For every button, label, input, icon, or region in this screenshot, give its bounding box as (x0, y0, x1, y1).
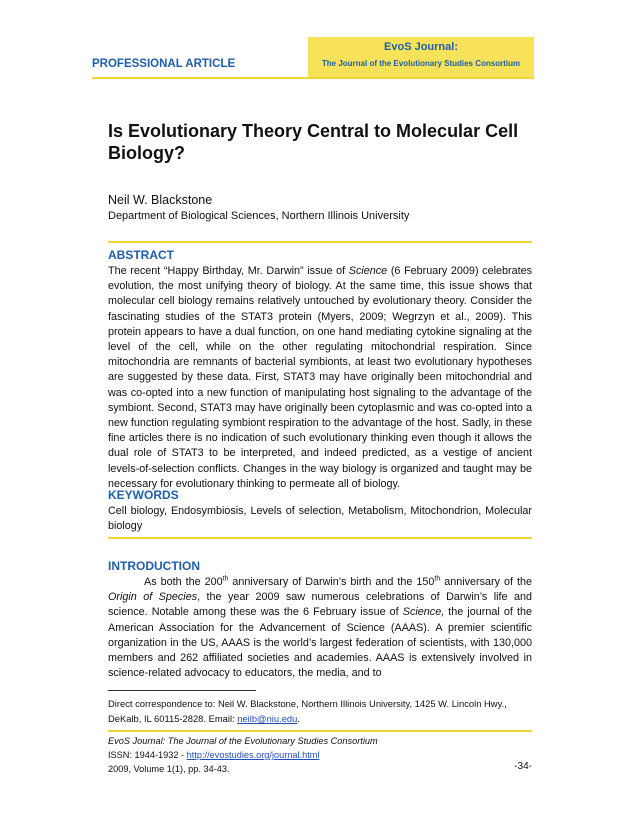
article-type-label: PROFESSIONAL ARTICLE (92, 58, 236, 70)
abstract-text-start: The recent “Happy Birthday, Mr. Darwin” issue of (108, 265, 349, 277)
keywords-bottom-rule (108, 537, 532, 539)
footnote-end: . (297, 713, 300, 724)
intro-text-2: anniversary of Darwin’s birth and the 150 (228, 576, 435, 588)
abstract-top-rule (108, 241, 532, 243)
email-link[interactable]: neilb@niu.edu (237, 713, 298, 724)
keywords-text: Cell biology, Endosymbiosis, Levels of selection, Metabolism, Mitochondrion, Molecular biology (108, 505, 532, 533)
abstract-heading: ABSTRACT (108, 248, 174, 262)
footer-journal: EvoS Journal: The Journal of the Evolutionary Studies Consortium (108, 736, 378, 746)
page-number: -34- (514, 761, 532, 772)
abstract-text-rest: (6 February 2009) celebrates evolution, the most unifying theory of biology. At the same time, this issue shows that molecular cell biology remains relatively untouched by evolutionary theory. Consider the fascinating studies of the STAT3 protein (Myers, 2009; Wegrzyn et al., 2009). This protein appears to have a dual function, on one hand mediating cytokine signaling at the level of the cell, while on the other regulating mitochondrial respiration. Since mitochondria are remnants of bacterial symbionts, at least two evolutionary hypotheses are suggested by these data. First, STAT3 may have originally been mitochondrial and was co-opted into a new function of manipulating host signaling to the advantage of the symbiont. Second, STAT3 may have originally been cytoplasmic and was co-opted into a new function regulating symbiont respiration to the advantage of the host. Sadly, in these fine articles there is no indication of such evolutionary thinking even though it allows the dual role of STAT3 to be interpreted, and indeed predicted, as a vestige of ancient levels-of-selection conflicts. Changes in the way biology is organized and taught may be necessary for evolutionary thinking to permeate all of biology. (108, 265, 532, 490)
intro-sup-1: th (222, 575, 229, 583)
intro-book-title: Origin of Species (108, 591, 198, 604)
intro-journal-name: Science, (402, 606, 445, 619)
intro-text-1: As both the 200 (144, 576, 223, 588)
journal-banner-subtitle: The Journal of the Evolutionary Studies Consortium (321, 59, 521, 68)
journal-url-link[interactable]: http://evostudies.org/journal.html (186, 750, 320, 760)
author-affiliation: Department of Biological Sciences, Northern Illinois University (108, 210, 410, 222)
intro-text-5: the journal of the American Association for the Advancement of Science (AAAS). A premier scientific organization in the US, AAAS is the world’s largest federation of scientists, with 130,000 members and 262 affiliated societies and academies. AAAS is extensively involved in science-related advocacy to educators, the media, and to (108, 606, 532, 680)
footer-issn: ISSN: 1944-1932 - (108, 750, 187, 760)
intro-text-3: anniversary of the (440, 576, 532, 588)
article-title: Is Evolutionary Theory Central to Molecular Cell Biology? (108, 121, 519, 163)
author-name: Neil W. Blackstone (108, 193, 213, 207)
introduction-body (108, 575, 532, 681)
header-rule (92, 77, 534, 79)
introduction-heading: INTRODUCTION (108, 559, 200, 573)
keywords-heading: KEYWORDS (108, 488, 179, 502)
footnote-text: Direct correspondence to: Neil W. Blackstone, Northern Illinois University, 1425 W. Lincoln Hwy., DeKalb, IL 60115-2828. Email: (108, 698, 507, 724)
intro-sup-2: th (434, 575, 441, 583)
correspondence-footnote (108, 696, 532, 726)
journal-banner-title: EvoS Journal: (384, 41, 458, 53)
footer-rule (108, 730, 532, 732)
footnote-rule (108, 690, 256, 691)
abstract-body (108, 264, 532, 492)
footer-volume: 2009, Volume 1(1), pp. 34-43. (108, 764, 230, 774)
abstract-journal-name: Science (348, 265, 388, 277)
footer-issn-line (108, 748, 319, 762)
intro-text-4: , the year 2009 saw numerous celebrations of Darwin’s life and science. Notable among these was the 6 February issue of (108, 591, 533, 619)
